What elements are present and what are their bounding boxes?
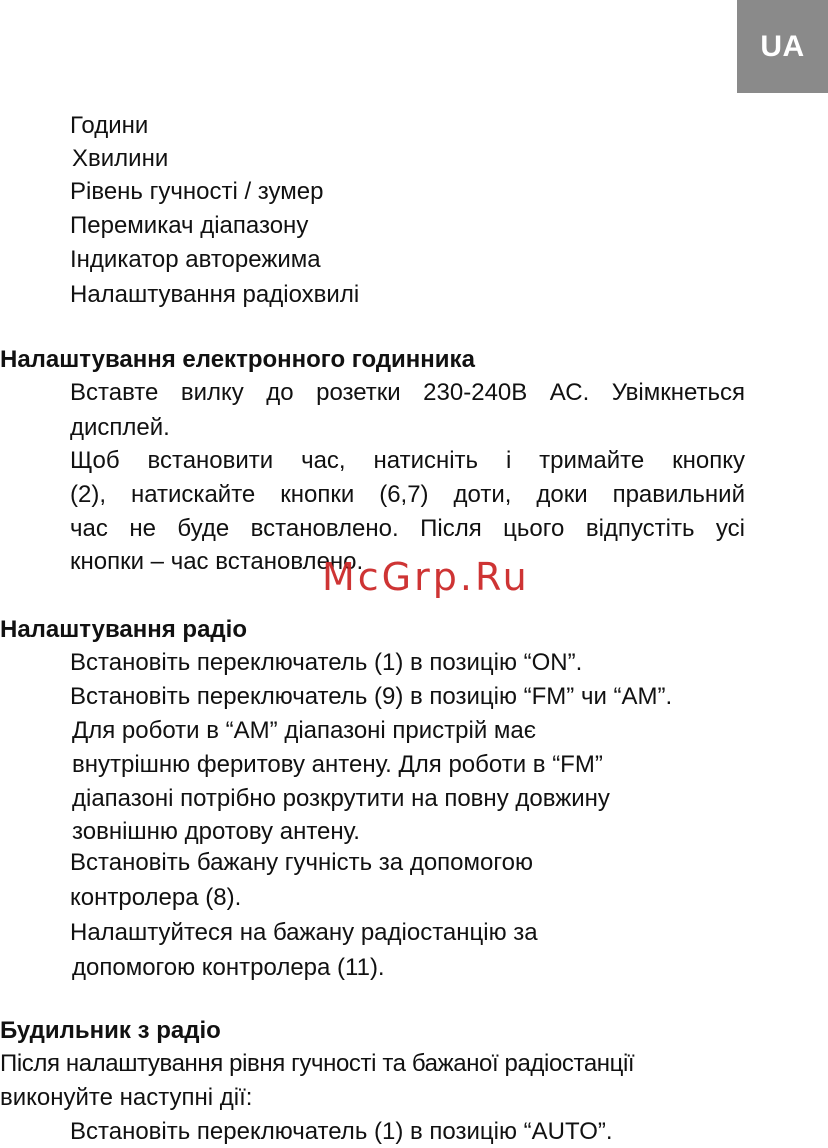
clock-section-line: Вставте вилку до розетки 230-240В АС. Увімкнеться	[70, 379, 745, 406]
alarm-section-line: Після налаштування рівня гучності та бажаної радіостанції	[0, 1050, 635, 1077]
language-tab-label: UA	[760, 29, 805, 63]
radio-section-line: Встановіть переключатель (9) в позицію “FM” чи “AM”.	[70, 683, 673, 710]
radio-section-line: Встановіть бажану гучність за допомогою	[70, 849, 533, 876]
radio-section-line: внутрішню феритову антену. Для роботи в “FM”	[72, 751, 603, 778]
parts-list-item: Індикатор авторежима	[70, 246, 321, 273]
alarm-section-line: виконуйте наступні дії:	[0, 1084, 253, 1111]
clock-section-line: час не буде встановлено. Після цього відпустіть усі	[70, 515, 745, 542]
language-tab	[737, 0, 828, 93]
clock-section-line: (2), натискайте кнопки (6,7) доти, доки правильний	[70, 481, 745, 508]
parts-list-item: Налаштування радіохвилі	[70, 281, 360, 308]
parts-list-item: Хвилини	[72, 145, 169, 172]
radio-section-heading: Налаштування радіо	[0, 616, 247, 643]
clock-section-line: кнопки – час встановлено.	[70, 548, 364, 575]
radio-section-line: допомогою контролера (11).	[72, 954, 385, 981]
alarm-section-line: Встановіть переключатель (1) в позицію “AUTO”.	[70, 1118, 613, 1145]
radio-section-line: зовнішню дротову антену.	[72, 818, 360, 845]
clock-section-line: дисплей.	[70, 414, 170, 441]
parts-list-item: Рівень гучності / зумер	[70, 178, 324, 205]
parts-list-item: Перемикач діапазону	[70, 212, 309, 239]
radio-section-line: Встановіть переключатель (1) в позицію “ON”.	[70, 649, 583, 676]
parts-list-item: Години	[70, 112, 149, 139]
alarm-section-heading: Будильник з радіо	[0, 1017, 221, 1044]
radio-section-line: діапазоні потрібно розкрутити на повну довжину	[72, 785, 610, 812]
radio-section-line: Для роботи в “AM” діапазоні пристрій має	[72, 717, 537, 744]
clock-section-line: Щоб встановити час, натисніть і тримайте кнопку	[70, 447, 745, 474]
clock-section-heading: Налаштування електронного годинника	[0, 346, 475, 373]
radio-section-line: контролера (8).	[70, 884, 242, 911]
watermark-text: McGrp.Ru	[322, 555, 530, 599]
radio-section-line: Налаштуйтеся на бажану радіостанцію за	[70, 919, 538, 946]
